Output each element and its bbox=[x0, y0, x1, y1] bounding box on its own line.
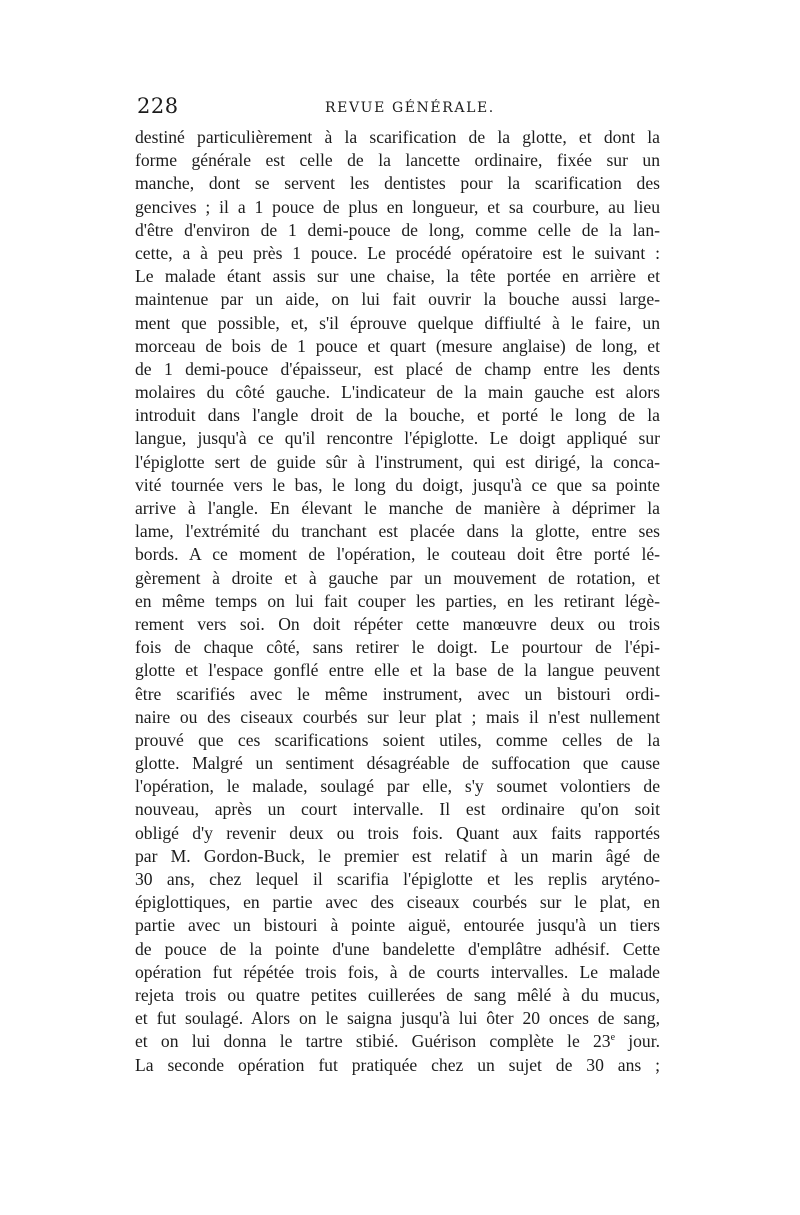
text-line: introduit dans l'angle droit de la bouche, et porté le long de la bbox=[135, 405, 660, 426]
text-line: glotte. Malgré un sentiment désagréable de suffocation que cause bbox=[135, 753, 660, 774]
ordinal-superscript: e bbox=[610, 1032, 616, 1044]
text-line: rejeta trois ou quatre petites cuillerées de sang mêlé à du mucus, bbox=[135, 984, 660, 1005]
text-line: d'être d'environ de 1 demi-pouce de long, comme celle de la lan- bbox=[135, 219, 660, 240]
text-line: opération fut répétée trois fois, à de courts intervalles. Le malade bbox=[135, 961, 660, 982]
line-tail: jour. bbox=[615, 1031, 660, 1052]
text-line: Le malade étant assis sur une chaise, la tête portée en arrière et bbox=[135, 266, 660, 287]
text-line: naire ou des ciseaux courbés sur leur plat ; mais il n'est nullement bbox=[135, 706, 660, 727]
running-title: REVUE GÉNÉRALE. bbox=[325, 100, 495, 116]
text-line: par M. Gordon-Buck, le premier est relatif à un marin âgé de bbox=[135, 845, 660, 866]
text-line: maintenue par un aide, on lui fait ouvrir la bouche aussi large- bbox=[135, 289, 660, 310]
text-line: l'épiglotte sert de guide sûr à l'instrument, qui est dirigé, la conca- bbox=[135, 451, 660, 472]
text-line: de pouce de la pointe d'une bandelette d'emplâtre adhésif. Cette bbox=[135, 938, 660, 959]
body-paragraph bbox=[135, 126, 660, 1077]
text-line: morceau de bois de 1 pouce et quart (mesure anglaise) de long, et bbox=[135, 335, 660, 356]
text-line: de 1 demi-pouce d'épaisseur, est placé de champ entre les dents bbox=[135, 358, 660, 379]
text-line: gèrement à droite et à gauche par un mouvement de rotation, et bbox=[135, 567, 660, 588]
text-line: obligé d'y revenir deux ou trois fois. Quant aux faits rapportés bbox=[135, 822, 660, 843]
text-line: et fut soulagé. Alors on le saigna jusqu'à lui ôter 20 onces de sang, bbox=[135, 1008, 660, 1029]
text-line: prouvé que ces scarifications soient utiles, comme celles de la bbox=[135, 729, 660, 750]
text-line: être scarifiés avec le même instrument, avec un bistouri ordi- bbox=[135, 683, 660, 704]
page-header bbox=[135, 94, 660, 124]
line-text: et on lui donna le tartre stibié. Guérison complète le 23 bbox=[135, 1031, 611, 1052]
text-line: gencives ; il a 1 pouce de plus en longueur, et sa courbure, au lieu bbox=[135, 196, 660, 217]
text-line: vité tournée vers le bas, le long du doigt, jusqu'à ce que sa pointe bbox=[135, 474, 660, 495]
text-line: nouveau, après un court intervalle. Il est ordinaire qu'on soit bbox=[135, 799, 660, 820]
text-line: forme générale est celle de la lancette ordinaire, fixée sur un bbox=[135, 150, 660, 171]
text-line: rement vers soi. On doit répéter cette manœuvre deux ou trois bbox=[135, 613, 660, 634]
text-line: 30 ans, chez lequel il scarifia l'épiglotte et les replis aryténo- bbox=[135, 869, 660, 889]
text-line: fois de chaque côté, sans retirer le doigt. Le pourtour de l'épi- bbox=[135, 637, 660, 658]
text-line: ment que possible, et, s'il éprouve quelque diffiulté à le faire, un bbox=[135, 312, 660, 333]
text-line: langue, jusqu'à ce qu'il rencontre l'épiglotte. Le doigt appliqué sur bbox=[135, 428, 660, 449]
text-line: lame, l'extrémité du tranchant est placée dans la glotte, entre ses bbox=[135, 521, 660, 542]
text-line: bords. A ce moment de l'opération, le couteau doit être porté lé- bbox=[135, 544, 660, 565]
text-line: manche, dont se servent les dentistes pour la scarification des bbox=[135, 173, 660, 194]
text-line: molaires du côté gauche. L'indicateur de la main gauche est alors bbox=[135, 382, 660, 403]
text-line: en même temps on lui fait couper les parties, en les retirant légè- bbox=[135, 590, 660, 611]
text-line: glotte et l'espace gonflé entre elle et la base de la langue peuvent bbox=[135, 660, 660, 681]
text-line: arrive à l'angle. En élevant le manche de manière à déprimer la bbox=[135, 498, 660, 518]
text-line: destiné particulièrement à la scarification de la glotte, et dont la bbox=[135, 127, 660, 147]
text-line-with-superscript bbox=[135, 1030, 660, 1053]
text-line: cette, a à peu près 1 pouce. Le procédé opératoire est le suivant : bbox=[135, 242, 660, 263]
text-line: épiglottiques, en partie avec des ciseaux courbés sur le plat, en bbox=[135, 892, 660, 913]
text-line: l'opération, le malade, soulagé par elle, s'y soumet volontiers de bbox=[135, 776, 660, 797]
text-line: partie avec un bistouri à pointe aiguë, entourée jusqu'à un tiers bbox=[135, 915, 660, 936]
page-number: 228 bbox=[137, 94, 179, 118]
text-line: La seconde opération fut pratiquée chez un sujet de 30 ans ; bbox=[135, 1054, 660, 1075]
